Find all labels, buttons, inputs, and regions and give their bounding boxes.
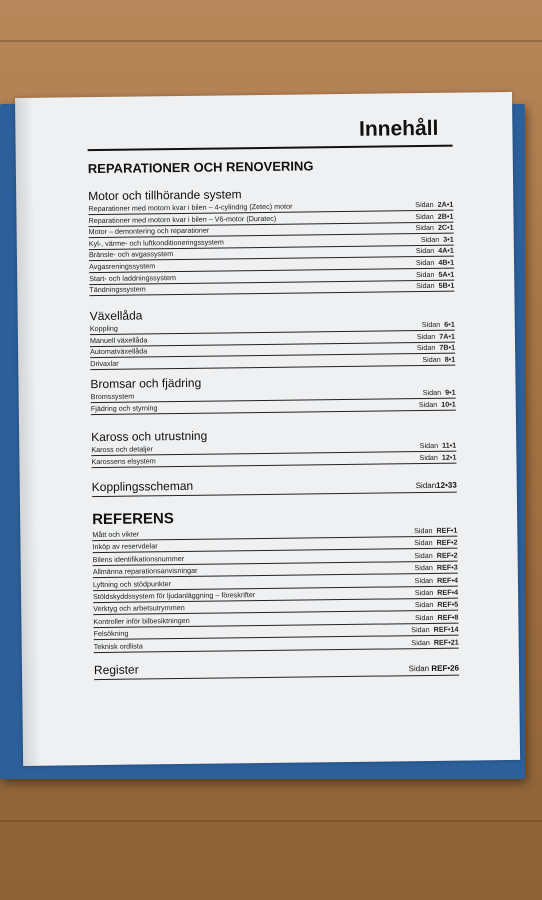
register-page: Sidan REF•26 (408, 663, 460, 674)
toc-row-title: Verktyg och arbetsutrymmen (93, 603, 185, 614)
title-rule (88, 145, 453, 151)
toc-row-page: Sidan REF•8 (415, 612, 459, 622)
toc-row-title: Teknisk ordlista (93, 641, 143, 651)
group-title-text: Motor och tillhörande system (88, 187, 242, 204)
wiring-page: Sidan12•33 (415, 480, 457, 491)
toc-row-page: Sidan 6•1 (421, 319, 455, 330)
toc-row-page: Sidan 2C•1 (415, 222, 454, 233)
toc-row-title: Avgasreningssystem (89, 261, 156, 272)
toc-row-page: Sidan 4A•1 (415, 246, 454, 256)
wood-grain (0, 40, 542, 42)
toc-row-title: Reparationer med motorn kvar i bilen – 4-cylindrig (Zetec) motor (88, 201, 293, 214)
toc-row-page: Sidan 10•1 (418, 399, 456, 409)
toc-row-page: Sidan REF•14 (411, 624, 459, 635)
toc-row-title: Bränsle- och avgassystem (88, 249, 174, 260)
toc-row-page: Sidan REF•2 (414, 538, 458, 548)
toc-row-page: Sidan REF•2 (414, 550, 458, 560)
toc-row-page: Sidan REF•3 (414, 562, 458, 573)
toc-row-page: Sidan REF•1 (413, 525, 458, 536)
toc-row-title: Kyl-, värme- och luftkonditioneringssystem (88, 237, 224, 248)
toc-row-title: Fjädring och styrning (90, 402, 158, 413)
register-entry (94, 659, 459, 680)
toc-row-title: Inköp av reservdelar (92, 541, 158, 552)
contents-page (15, 92, 520, 766)
toc-row-title: Bromssystem (90, 391, 135, 402)
toc-row-title: Kaross och detaljer (91, 444, 153, 455)
toc-row-title: Drivaxlar (90, 358, 119, 368)
toc-row-page: Sidan REF•21 (411, 637, 459, 647)
group-title-text: Växellåda (89, 308, 143, 324)
toc-row-title: Bilens identifikationsnummer (92, 553, 185, 564)
toc-row-title: Felsökning (93, 628, 129, 639)
register-title: Register (93, 662, 139, 678)
toc-row-page: Sidan 11•1 (419, 440, 457, 451)
toc-row-title: Lyftning och stödpunkter (92, 578, 172, 589)
toc-row-page: Sidan 2A•1 (415, 199, 454, 210)
toc-row-title: Reparationer med motorn kvar i bilen – V6-motor (Duratec) (88, 213, 277, 225)
toc-row-page: Sidan 12•1 (419, 452, 457, 462)
toc-row-page: Sidan REF•4 (414, 587, 459, 598)
wiring-title: Kopplingsscheman (91, 478, 194, 495)
toc-row-page: Sidan 7A•1 (416, 331, 455, 341)
toc-row-title: Koppling (89, 323, 118, 334)
group-title-text: Kaross och utrustning (91, 428, 208, 445)
toc-row-page: Sidan 9•1 (422, 387, 456, 398)
toc-row-title: Allmänna reparationsanvisningar (92, 565, 198, 577)
toc-row-title: Start- och laddningssystem (89, 272, 176, 283)
group-title-text: Bromsar och fjädring (90, 375, 202, 392)
section-heading-reference: REFERENS (92, 510, 174, 529)
wiring-diagrams-entry (92, 476, 457, 497)
toc-row-page: Sidan 2B•1 (415, 211, 454, 221)
toc-row-page: Sidan 5A•1 (416, 269, 455, 279)
toc-row-page: Sidan 7B•1 (416, 342, 456, 353)
toc-row-title: Stöldskyddssystem för ljudanläggning – föreskrifter (93, 590, 256, 602)
toc-row-title: Manuell växellåda (89, 334, 148, 345)
toc-row-title: Automatväxellåda (90, 346, 148, 357)
section-heading-repairs: REPARATIONER OCH RENOVERING (87, 158, 314, 177)
page-title: Innehåll (358, 116, 439, 141)
toc-row-page: Sidan 5B•1 (416, 280, 455, 291)
toc-row-page: Sidan REF•4 (414, 575, 458, 585)
toc-row-title: Tändningssystem (89, 284, 146, 295)
toc-row-page: Sidan 8•1 (422, 354, 456, 364)
wood-grain (0, 820, 542, 822)
toc-row-title: Mått och vikter (92, 529, 140, 540)
toc-row-page: Sidan 3•1 (420, 234, 454, 244)
toc-row-title: Motor – demontering och reparationer (88, 225, 210, 237)
toc-row-page: Sidan REF•5 (414, 600, 459, 610)
toc-row-title: Karossens elsystem (91, 455, 156, 466)
toc-row-page: Sidan 4B•1 (415, 257, 455, 268)
toc-row-title: Kontroller inför bilbesiktningen (93, 615, 190, 626)
